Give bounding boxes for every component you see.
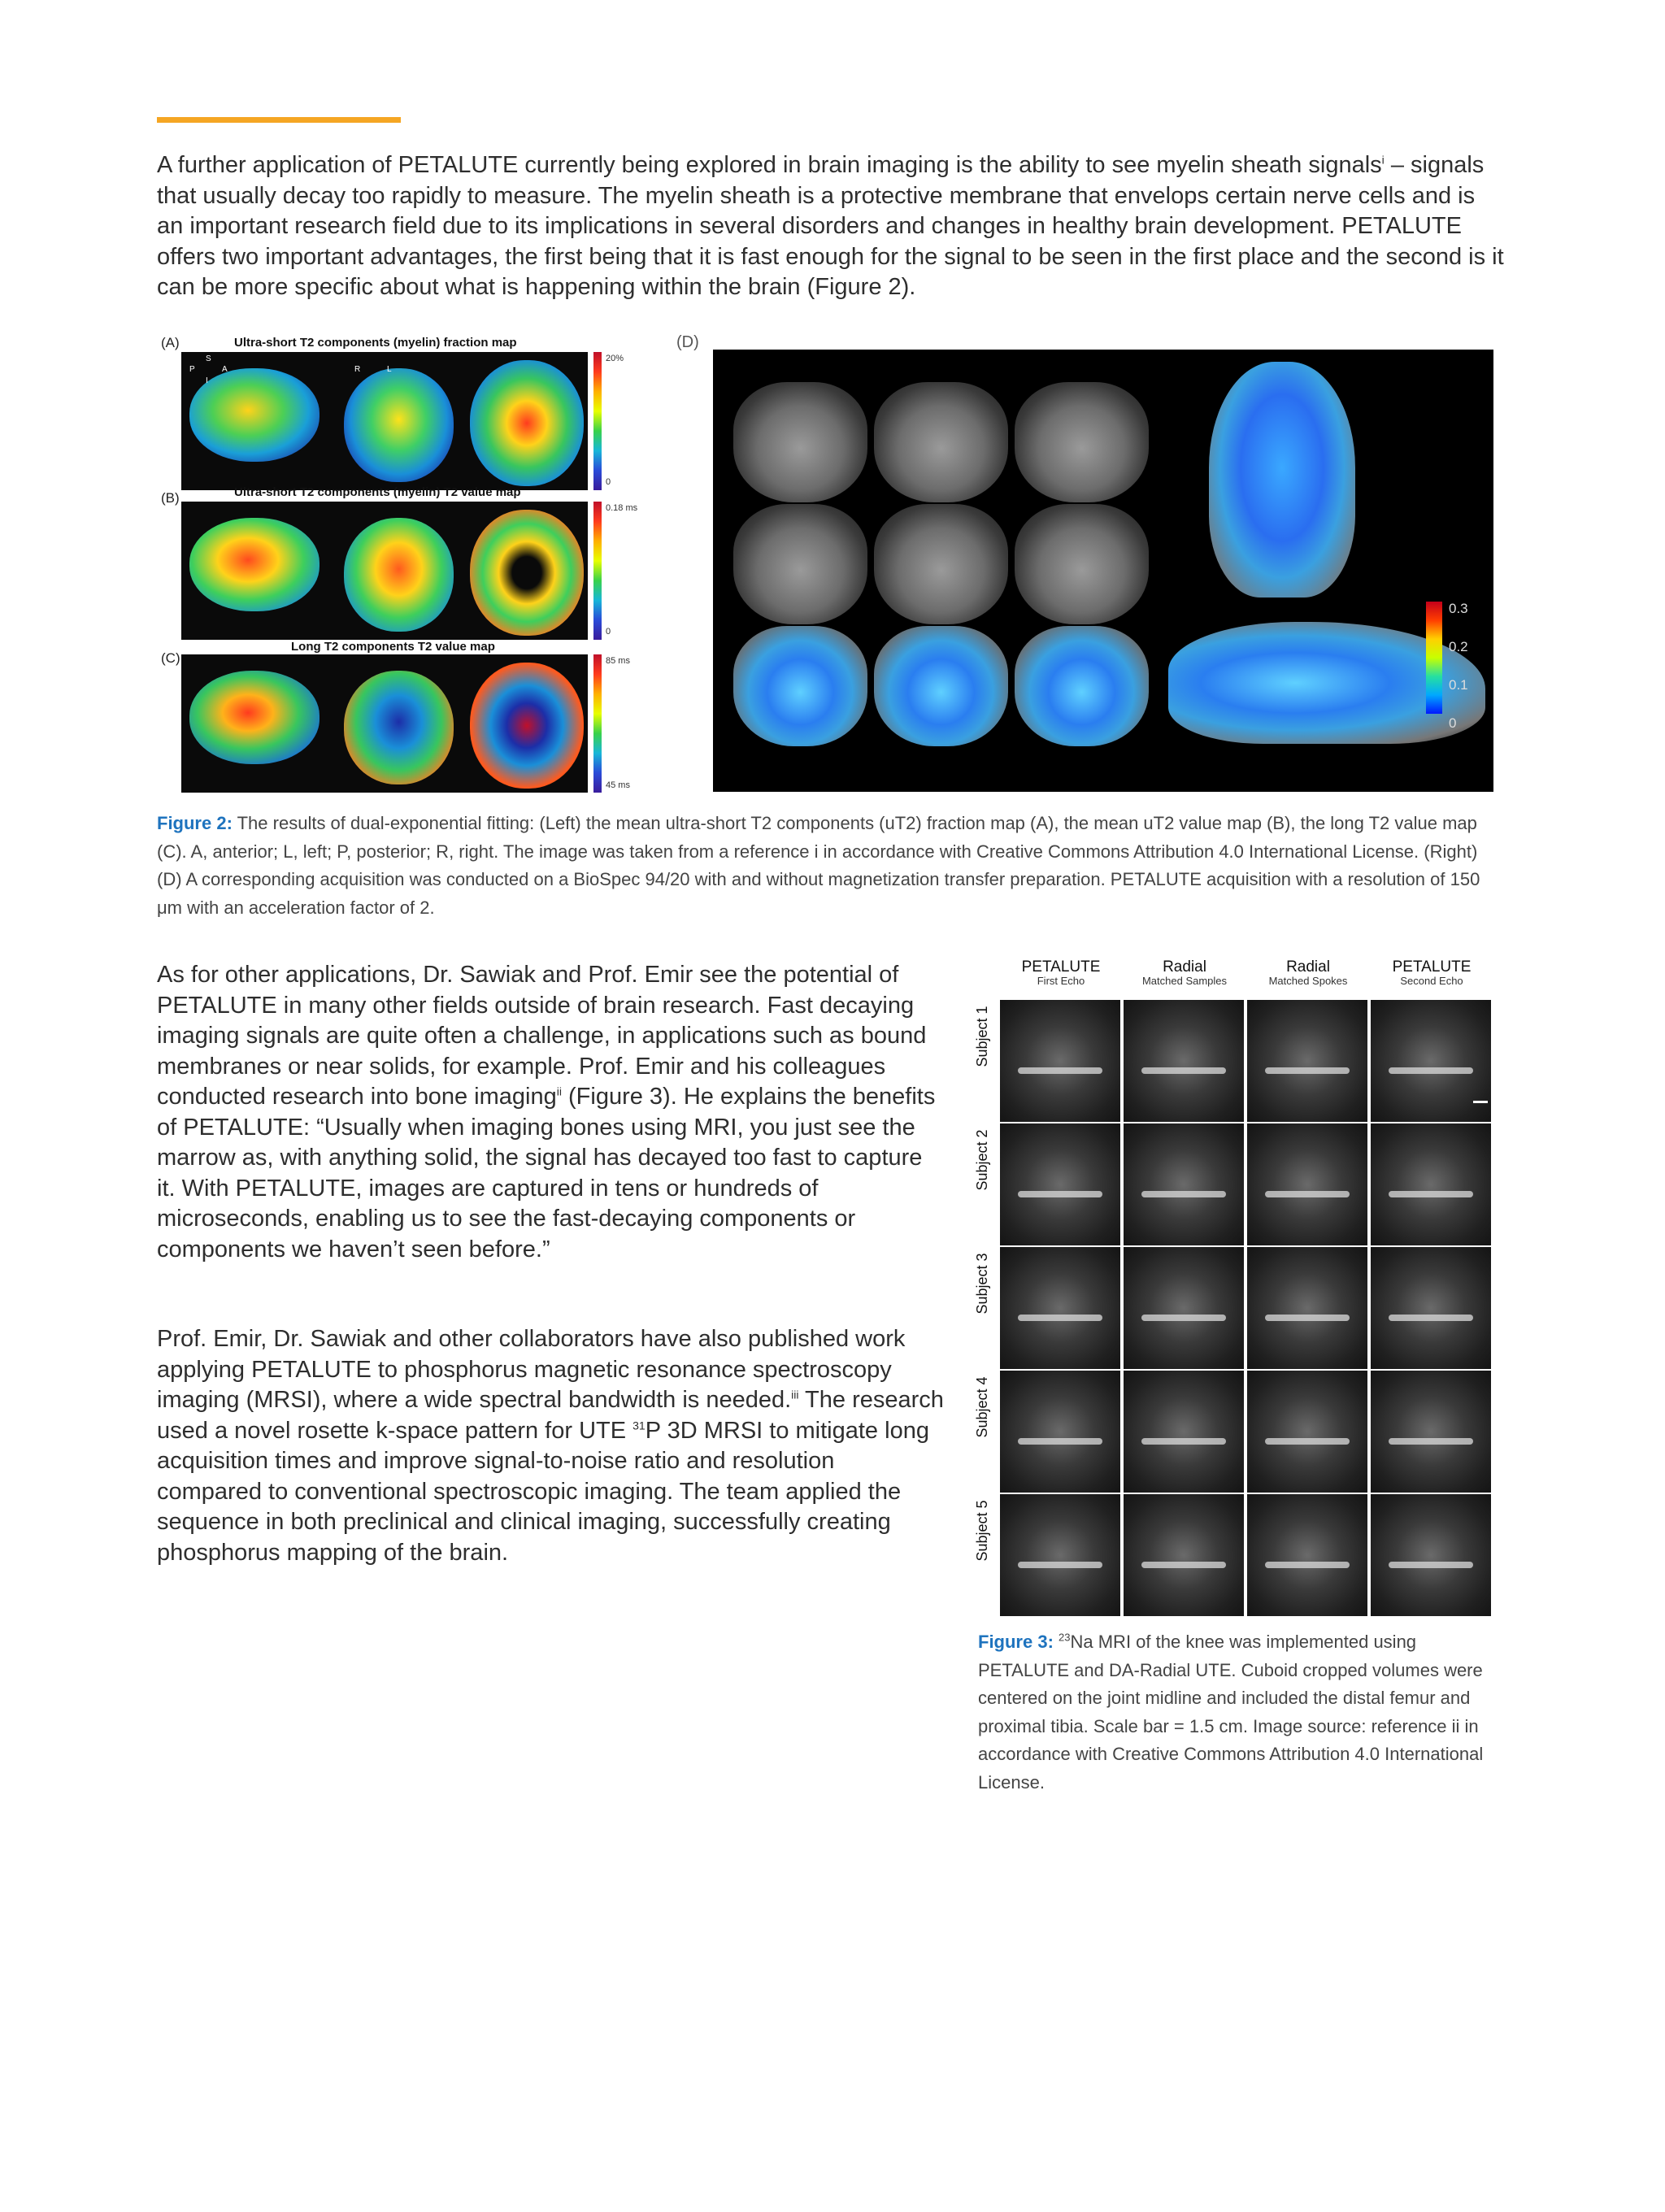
knee-image [1124,1000,1244,1122]
knee-image [1000,1247,1120,1369]
d-tick: 0.3 [1449,601,1468,616]
row-label: Subject 2 [974,1129,990,1191]
axial-brain [470,360,584,486]
column-header: PETALUTE First Echo [1021,958,1101,987]
sagittal-brain [189,518,320,611]
panel-d-colorbar [1426,602,1442,714]
cbar-a-max: 20% [606,354,624,363]
panel-b-images [181,502,588,640]
figure2-caption: Figure 2: The results of dual-exponential fitting: (Left) the mean ultra-short T2 components (uT2) fraction map (A), the mean uT2 value map (B), the long T2 value map (C). A, anterior; L, left; P, posterior; R, right. The image was taken from a reference i in accordance with Creative Commons Attribution 4.0 International License. (Right) (D) A corresponding acquisition was conducted on a BioSpec 94/20 with and without magnetization transfer preparation. PETALUTE acquisition with a resolution of 150 μm with an acceleration factor of 2. [157,813,1480,918]
knee-image [1371,1247,1491,1369]
scale-bar [1473,1101,1488,1103]
intro-paragraph: A further application of PETALUTE currently being explored in brain imaging is the ability to see myelin sheath signals$^i$ – signals that usually decay too rapidly to measure. The myelin sheath is a protective membrane that envelops certain nerve cells and is an important research field due to its implications in several disorders and changes in healthy brain development. PETALUTE offers two important advantages, the first being that it is fast enough for the signal to be seen in the first place and the second is it can be more specific about what is happening within the brain (Figure 2). [157,152,1504,300]
orient-p: P [189,365,195,374]
axial-brain [470,663,584,789]
row-label: Subject 1 [974,1006,990,1067]
panel-c-colorbar [593,654,602,793]
panel-a-title: Ultra-short T2 components (myelin) fraction map [234,336,517,350]
panel-b-label: (B) [161,490,180,506]
orient-r: R [354,365,361,374]
knee-image [1124,1371,1244,1493]
column-header: Radial Matched Samples [1141,958,1228,987]
applications-paragraph: As for other applications, Dr. Sawiak and Prof. Emir see the potential of PETALUTE in many other fields outside of brain research. Fast decaying imaging signals are quite often a challenge, in applications such as bound membranes or near solids, for example. Prof. Emir and his colleagues conducted research into bone imaging$^{ii}$ (Figure 3). He explains the benefits of PETALUTE: “Usually when imaging bones using MRI, you just see the marrow as, with anything solid, the signal has decayed too fast to capture it. With PETALUTE, images are captured in tens or hundreds of microseconds, enabling us to see the fast-decaying components or components we haven’t seen before.” [157,962,936,1262]
knee-image [1000,1123,1120,1245]
knee-image [1247,1247,1367,1369]
knee-image [1371,1000,1491,1122]
figure2-panel-d [676,333,1494,793]
knee-image [1247,1123,1367,1245]
row-label: Subject 3 [974,1253,990,1315]
knee-image [1000,1000,1120,1122]
gray-slice [874,382,1008,502]
knee-image [1124,1247,1244,1369]
knee-image [1371,1494,1491,1616]
column-header: Radial Matched Spokes [1268,958,1348,987]
cbar-b-min: 0 [606,627,611,637]
sagittal-brain [189,368,320,462]
coronal-brain [344,368,454,482]
knee-image [1124,1123,1244,1245]
knee-image [1247,1371,1367,1493]
orient-l: L [387,365,392,374]
panel-a-colorbar [593,352,602,490]
mrsi-paragraph: Prof. Emir, Dr. Sawiak and other collaborators have also published work applying PETALUTE to phosphorus magnetic resonance spectroscopy imaging (MRSI), where a wide spectral bandwidth is needed.$^{iii}$ The research used a novel rosette k-space pattern for UTE $^{31}$P 3D MRSI to mitigate long acquisition times and improve signal-to-noise ratio and resolution compared to conventional spectroscopic imaging. The team applied the sequence in both preclinical and clinical imaging, successfully creating phosphorus mapping of the brain. [157,1326,944,1566]
knee-image [1000,1494,1120,1616]
panel-c-label: (C) [161,650,180,666]
figure3-caption: Figure 3: $^{23}$Na MRI of the knee was implemented using PETALUTE and DA-Radial UTE. Cuboid cropped volumes were centered on the joint midline and included the distal femur and proximal tibia. Scale bar = 1.5 cm. Image source: reference ii in accordance with Creative Commons Attribution 4.0 International License. [978,1631,1484,1793]
cbar-b-max: 0.18 ms [606,503,638,513]
column-header: PETALUTE Second Echo [1392,958,1472,987]
d-tick: 0.1 [1449,677,1468,693]
gray-slice [1015,504,1149,624]
panel-a-label: (A) [161,335,180,350]
knee-image-grid [1000,1000,1492,1618]
gray-slice [733,504,867,624]
panel-b-colorbar [593,502,602,640]
orient-i: I [206,376,208,385]
axial-brain [470,510,584,636]
panel-d-image [713,350,1493,792]
gray-slice [874,504,1008,624]
cbar-a-min: 0 [606,477,611,487]
figure3-knee-grid [966,959,1494,1618]
panel-c-title: Long T2 components T2 value map [291,640,495,654]
panel-c-images [181,654,588,793]
knee-image [1124,1494,1244,1616]
orient-a: A [222,365,228,374]
coronal-brain [344,671,454,784]
color-slice [733,626,867,746]
orient-s: S [206,354,211,363]
knee-image [1247,1494,1367,1616]
cbar-c-max: 85 ms [606,656,630,666]
d-tick: 0.2 [1449,639,1468,654]
knee-image [1000,1371,1120,1493]
accent-rule [157,117,401,123]
d-tick: 0 [1449,715,1457,731]
cbar-c-min: 45 ms [606,780,630,790]
panel-d-label: (D) [676,333,699,351]
color-slice [874,626,1008,746]
gray-slice [1015,382,1149,502]
knee-image [1371,1123,1491,1245]
panel-b-title: Ultra-short T2 components (myelin) T2 value map [234,485,521,499]
row-label: Subject 5 [974,1500,990,1562]
row-label: Subject 4 [974,1376,990,1438]
knee-image [1247,1000,1367,1122]
gray-slice [733,382,867,502]
figure2-brain-maps [157,329,638,793]
coronal-brain [344,518,454,632]
panel-a-images [181,352,588,490]
sagittal-brain [189,671,320,764]
knee-image [1371,1371,1491,1493]
axial-rodent-brain [1209,362,1355,598]
color-slice [1015,626,1149,746]
